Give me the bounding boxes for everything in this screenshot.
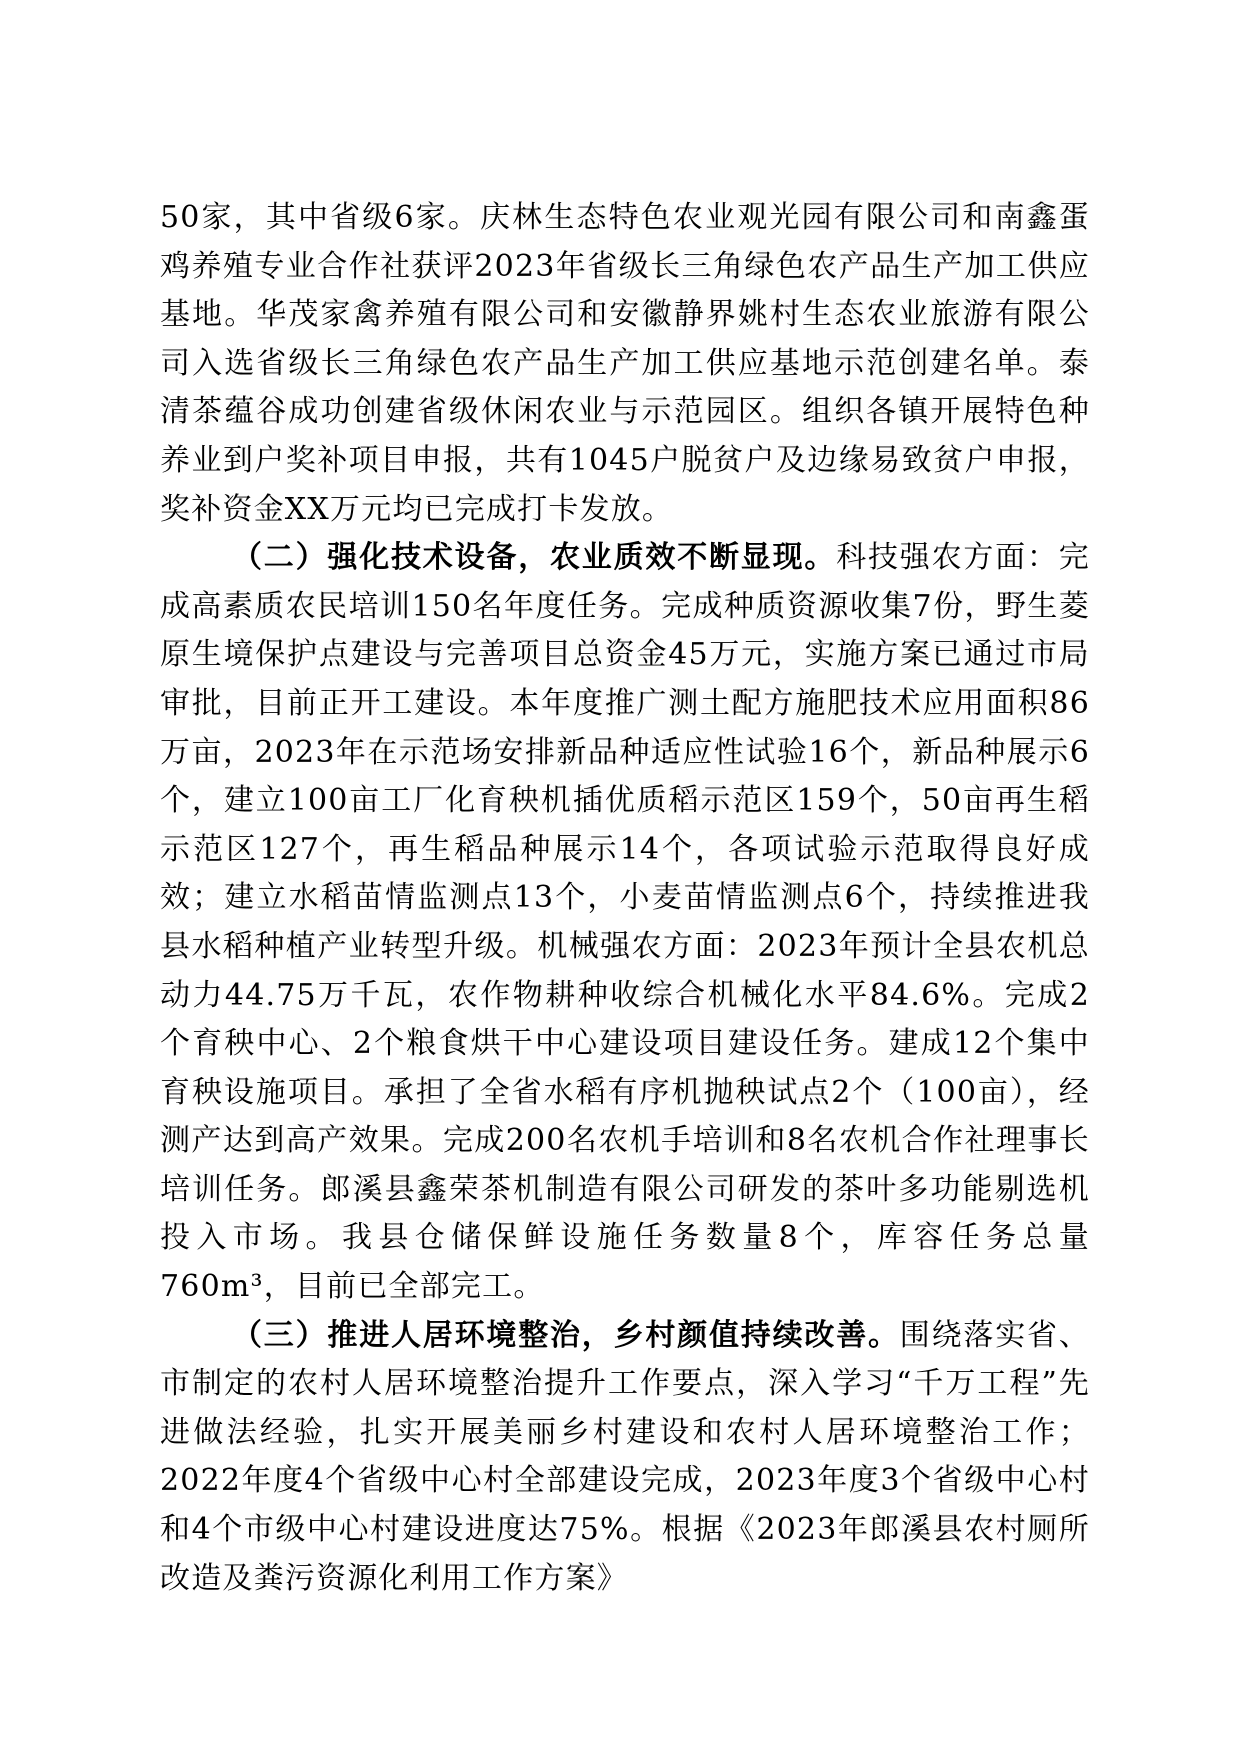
- paragraph-3: [160, 1312, 1090, 1604]
- section-heading-2: （二）强化技术设备，农业质效不断显现。: [232, 540, 837, 576]
- paragraph-2: [160, 534, 1090, 1312]
- section-heading-3: （三）推进人居环境整治，乡村颜值持续改善。: [232, 1317, 900, 1353]
- document-body: [160, 194, 1090, 1603]
- paragraph-3-text: 围绕落实省、市制定的农村人居环境整治提升工作要点，深入学习“千万工程”先进做法经验，扎实开展美丽乡村建设和农村人居环境整治工作；2022年度4个省级中心村全部建设完成，2023年度3个省级中心村和4个市级中心村建设进度达75%。根据《2023年郎溪县农村厕所改造及粪污资源化利用工作方案》: [160, 1317, 1090, 1596]
- paragraph-1: [160, 194, 1090, 534]
- paragraph-1-text: 50家，其中省级6家。庆林生态特色农业观光园有限公司和南鑫蛋鸡养殖专业合作社获评2023年省级长三角绿色农产品生产加工供应基地。华茂家禽养殖有限公司和安徽静界姚村生态农业旅游有限公司入选省级长三角绿色农产品生产加工供应基地示范创建名单。泰清茶蕴谷成功创建省级休闲农业与示范园区。组织各镇开展特色种养业到户奖补项目申报，共有1045户脱贫户及边缘易致贫户申报，奖补资金XX万元均已完成打卡发放。: [160, 200, 1090, 527]
- paragraph-2-text: 科技强农方面：完成高素质农民培训150名年度任务。完成种质资源收集7份，野生菱原生境保护点建设与完善项目总资金45万元，实施方案已通过市局审批，目前正开工建设。本年度推广测土配方施肥技术应用面积86万亩，2023年在示范场安排新品种适应性试验16个，新品种展示6个，建立100亩工厂化育秧机插优质稻示范区159个，50亩再生稻示范区127个，再生稻品种展示14个，各项试验示范取得良好成效；建立水稻苗情监测点13个，小麦苗情监测点6个，持续推进我县水稻种植产业转型升级。机械强农方面：2023年预计全县农机总动力44.75万千瓦，农作物耕种收综合机械化水平84.6%。完成2个育秧中心、2个粮食烘干中心建设项目建设任务。建成12个集中育秧设施项目。承担了全省水稻有序机抛秧试点2个（100亩），经测产达到高产效果。完成200名农机手培训和8名农机合作社理事长培训任务。郎溪县鑫荣茶机制造有限公司研发的茶叶多功能剔选机投入市场。我县仓储保鲜设施任务数量8个，库容任务总量760m³，目前已全部完工。: [160, 540, 1090, 1305]
